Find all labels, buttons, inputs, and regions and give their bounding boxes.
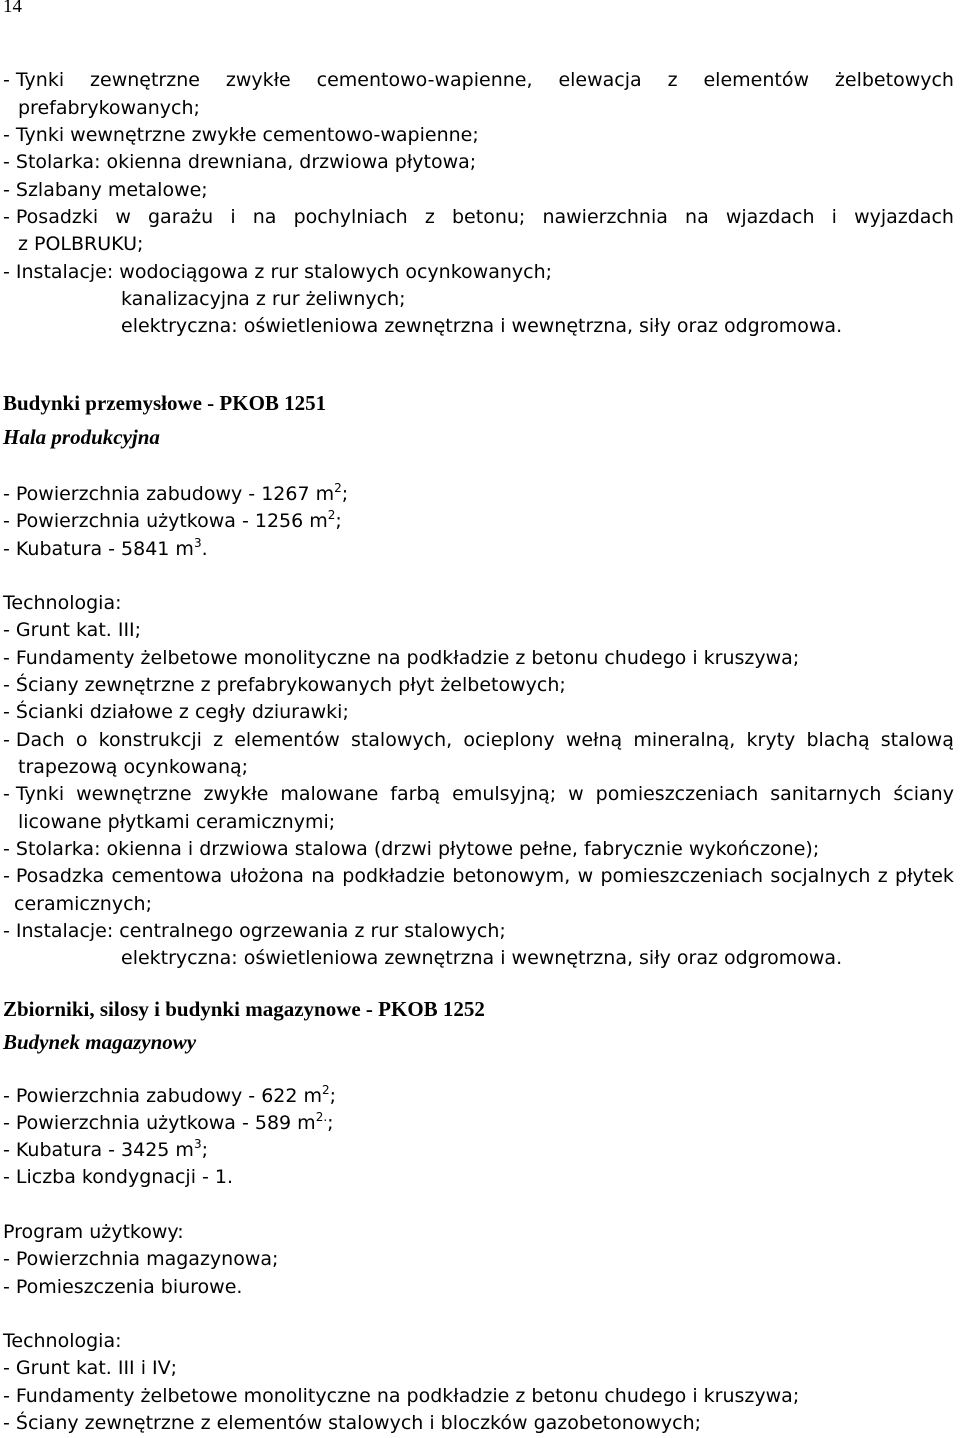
area-usable-line: - Powierzchnia użytkowa - 1256 $m^2$;: [3, 508, 342, 532]
section-subheading: Hala produkcyjna: [3, 425, 160, 449]
word: garażu: [148, 206, 214, 228]
word: z: [667, 69, 678, 91]
word: wyjazdach: [854, 206, 954, 228]
word: elementów: [703, 69, 809, 91]
paragraph-line: - Ściany zewnętrzne z elementów stalowych i bloczków gazobetonowych;: [3, 1412, 702, 1434]
section-subheading: Budynek magazynowy: [3, 1030, 197, 1054]
word: betonu;: [452, 206, 526, 228]
word: mineralną,: [633, 729, 736, 751]
word: ocieplony: [463, 729, 555, 751]
word: z: [213, 729, 224, 751]
paragraph-line: - Ścianki działowe z cegły dziurawki;: [3, 701, 349, 723]
word: pochylniach: [293, 206, 408, 228]
section-heading: Zbiorniki, silosy i budynki magazynowe - PKOB 1252: [3, 997, 485, 1021]
paragraph-line: trapezową ocynkowaną;: [18, 756, 249, 778]
paragraph-line: - Szlabany metalowe;: [3, 179, 208, 201]
word: w: [115, 206, 131, 228]
word: - Tynki: [3, 69, 65, 91]
paragraph-line-roof: [3, 727, 954, 753]
paragraph-line: elektryczna: oświetleniowa zewnętrzna i wewnętrzna, siły oraz odgromowa.: [121, 947, 843, 969]
paragraph-line: prefabrykowanych;: [18, 97, 200, 119]
word: kryty: [746, 729, 796, 751]
paragraph-line: - Instalacje: centralnego ogrzewania z rur stalowych;: [3, 920, 506, 942]
paragraph-line: kanalizacyjna z rur żeliwnych;: [121, 288, 406, 310]
word: zewnętrzne: [90, 69, 200, 91]
word: w: [577, 865, 594, 887]
section-heading: Budynki przemysłowe - PKOB 1251: [3, 391, 327, 415]
paragraph-line: - Stolarka: okienna i drzwiowa stalowa (drzwi płytowe pełne, fabrycznie wykończone);: [3, 838, 820, 860]
word: wjazdach: [725, 206, 815, 228]
paragraph-line-exterior-plaster: [3, 67, 954, 93]
paragraph-line: - Fundamenty żelbetowe monolityczne na podkładzie z betonu chudego i kruszywa;: [3, 1385, 800, 1407]
word: blachą: [806, 729, 870, 751]
word: sanitarnych: [770, 783, 882, 805]
paragraph-line: elektryczna: oświetleniowa zewnętrzna i wewnętrzna, siły oraz odgromowa.: [121, 315, 843, 337]
word: emulsyjną;: [452, 783, 557, 805]
paragraph-line-interior-plaster: [3, 781, 954, 807]
word: pomieszczeniach: [595, 783, 759, 805]
paragraph-line: - Pomieszczenia biurowe.: [3, 1276, 243, 1298]
word: elementów: [234, 729, 340, 751]
area-built-line: - Powierzchnia zabudowy - 1267 $m^2$;: [3, 481, 349, 505]
paragraph-line: - Ściany zewnętrzne z prefabrykowanych płyt żelbetowych;: [3, 674, 566, 696]
word: farbą: [390, 783, 441, 805]
area-built-line: - Powierzchnia zabudowy - 622 $m^2$;: [3, 1083, 337, 1107]
word: - Tynki: [3, 783, 65, 805]
word: na: [252, 206, 277, 228]
word: nawierzchnia: [542, 206, 668, 228]
word: - Posadzka: [3, 865, 105, 887]
word: elewacja: [558, 69, 642, 91]
word: na: [685, 206, 709, 228]
area-usable-line: - Powierzchnia użytkowa - 589 $m^{2.}$;: [3, 1110, 334, 1134]
floors-line: - Liczba kondygnacji - 1.: [3, 1166, 234, 1188]
paragraph-line: - Grunt kat. III i IV;: [3, 1357, 178, 1379]
volume-line: - Kubatura - 5841 $m^3$.: [3, 536, 208, 560]
word: stalową: [880, 729, 954, 751]
paragraph-line: ceramicznych;: [14, 893, 152, 915]
paragraph-line: - Fundamenty żelbetowe monolityczne na podkładzie z betonu chudego i kruszywa;: [3, 647, 800, 669]
word: stalowych,: [350, 729, 453, 751]
word: podkładzie: [342, 865, 446, 887]
paragraph-line: - Grunt kat. III;: [3, 619, 142, 641]
paragraph-line: - Powierzchnia magazynowa;: [3, 1248, 279, 1270]
page-number: 14: [3, 0, 22, 17]
word: wewnętrzne: [76, 783, 192, 805]
word: betonowym,: [452, 865, 571, 887]
word: ułożona: [229, 865, 304, 887]
word: malowane: [280, 783, 379, 805]
word: i: [831, 206, 837, 228]
word: i: [230, 206, 236, 228]
word: o: [75, 729, 88, 751]
paragraph-line: z POLBRUKU;: [18, 233, 144, 255]
volume-line: - Kubatura - 3425 $m^3$;: [3, 1137, 208, 1161]
word: płytek: [895, 865, 954, 887]
word: żelbetowych: [834, 69, 954, 91]
word: w: [568, 783, 584, 805]
paragraph-line: licowane płytkami ceramicznymi;: [18, 811, 336, 833]
program-label: Program użytkowy:: [3, 1221, 184, 1243]
word: na: [311, 865, 335, 887]
paragraph-line-flooring: [3, 863, 954, 889]
word: konstrukcji: [98, 729, 202, 751]
word: ściany: [893, 783, 954, 805]
word: - Dach: [3, 729, 65, 751]
technology-label: Technologia:: [3, 1330, 122, 1352]
paragraph-line-floors: [3, 204, 954, 230]
word: z: [877, 865, 888, 887]
word: - Posadzki: [3, 206, 99, 228]
word: pomieszczeniach: [600, 865, 764, 887]
word: cementowa: [111, 865, 223, 887]
word: z: [424, 206, 435, 228]
word: zwykłe: [225, 69, 291, 91]
word: zwykłe: [203, 783, 269, 805]
word: socjalnych: [770, 865, 871, 887]
paragraph-line: - Instalacje: wodociągowa z rur stalowych ocynkowanych;: [3, 261, 553, 283]
paragraph-line: - Tynki wewnętrzne zwykłe cementowo-wapienne;: [3, 124, 479, 146]
word: wełną: [565, 729, 623, 751]
word: cementowo-wapienne,: [316, 69, 533, 91]
technology-label: Technologia:: [3, 592, 122, 614]
paragraph-line: - Stolarka: okienna drewniana, drzwiowa płytowa;: [3, 151, 477, 173]
